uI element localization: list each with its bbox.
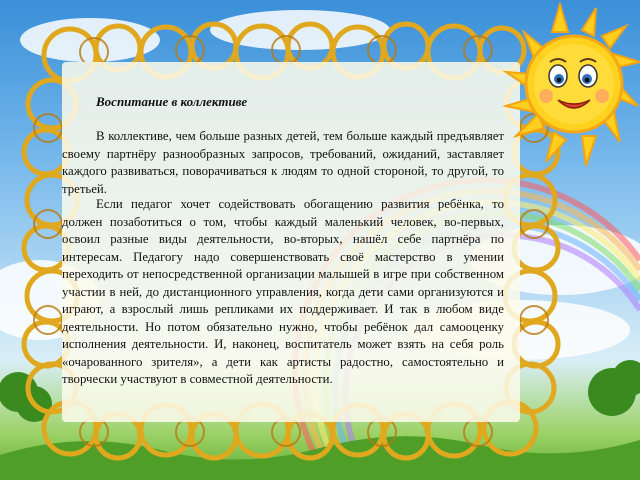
sun-character-icon <box>502 2 640 170</box>
paragraph-2: Если педагог хочет содействовать обогащению развития ребёнка, то должен позаботиться о том, чтобы каждый маленький человек, во-первых, освоил разные виды деятельности, во-вторых, нашёл себе партнёра по интересам. Педагогу надо совершенствовать своё мастерство в умении переходить от непосредственной организации малышей в игре при собственном участии в ней, до дистанционного управления, когда дети сами организуются и играют, а взрослый лишь репликами их поддерживает. И так в любом виде деятельности. Но потом обязательно нужно, чтобы ребёнок дал самооценку исполнения деятельности. И, наконец, воспитатель может взять на себя роль «очарованного зрителя», а дети как артисты радостно, самостоятельно и творчески участвуют в совместной деятельности. <box>62 197 504 386</box>
paragraph-1: В коллективе, чем больше разных детей, тем больше каждый предъявляет своему партнёру разнообразных запросов, требований, ожиданий, заставляет каждого развиваться, поворачиваться к людям то одной стороной, то другой, то третьей. <box>62 129 504 196</box>
document-title: Воспитание в коллективе <box>96 94 248 109</box>
